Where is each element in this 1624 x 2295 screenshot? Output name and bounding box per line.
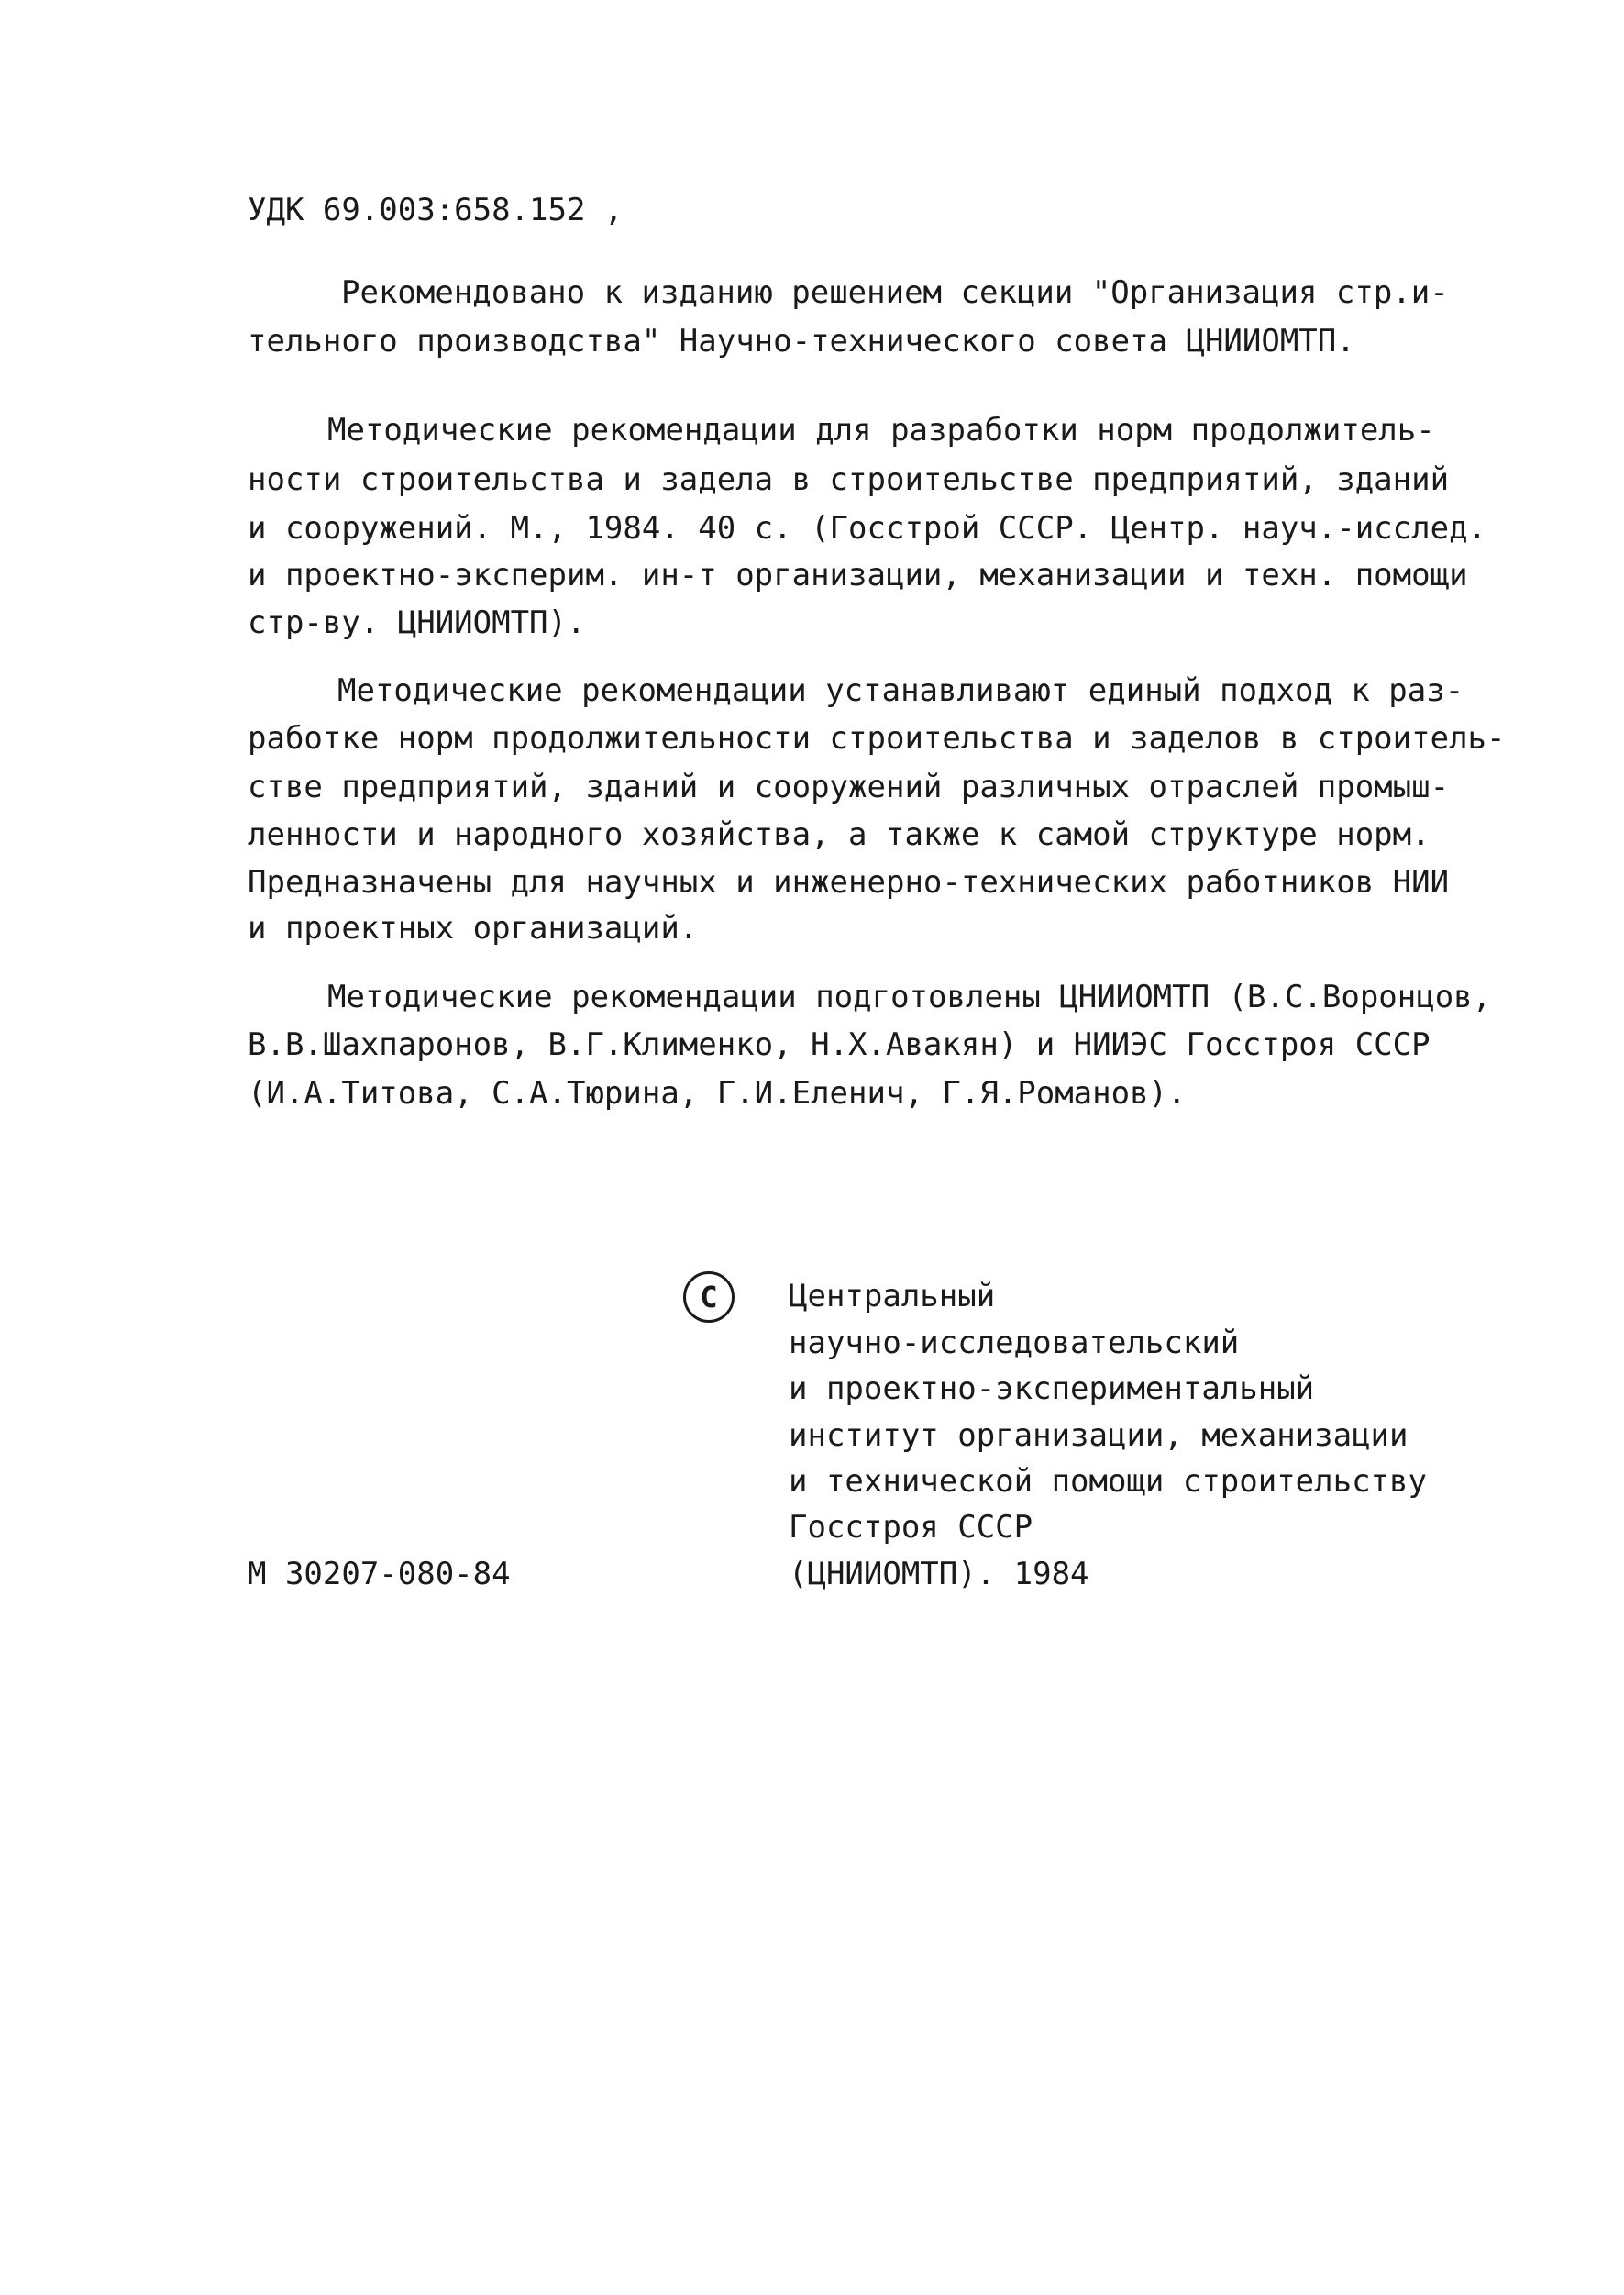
udc-code: УДК 69.003:658.152 , — [248, 192, 624, 228]
abstract-line: Предназначены для научных и инженерно-технических работников НИИ — [248, 864, 1450, 901]
publisher-line: институт организации, механизации — [789, 1417, 1409, 1454]
publisher-line: научно-исследовательский — [789, 1325, 1240, 1361]
abstract-line: и проектных организаций. — [248, 910, 699, 947]
publisher-line: и проектно-экспериментальный — [789, 1370, 1315, 1407]
bibliography-line: и проектно-эксперим. ин-т организации, механизации и техн. помощи — [248, 557, 1468, 593]
catalog-code: М 30207-080-84 — [248, 1556, 511, 1592]
copyright-icon — [683, 1271, 735, 1323]
publisher-line: Госстроя СССР — [789, 1509, 1033, 1546]
copyright-symbol: С — [700, 1280, 718, 1314]
recommendation-line: тельного производства" Научно-технического совета ЦНИИОМТП. — [248, 323, 1355, 360]
publisher-line: и технической помощи строительству — [789, 1463, 1427, 1500]
abstract-line: ленности и народного хозяйства, а также к самой структуре норм. — [248, 816, 1431, 853]
abstract-line: работке норм продолжительности строительства и заделов в строитель- — [248, 720, 1506, 757]
abstract-line: Методические рекомендации устанавливают единый подход к раз- — [337, 672, 1464, 709]
bibliography-line: стр-ву. ЦНИИОМТП). — [248, 604, 586, 641]
abstract-line: стве предприятий, зданий и сооружений различных отраслей промыш- — [248, 769, 1450, 805]
authors-line: В.В.Шахпаронов, В.Г.Клименко, Н.Х.Авакян) и НИИЭС Госстроя СССР — [248, 1026, 1431, 1063]
publisher-line: Центральный — [789, 1278, 996, 1314]
recommendation-line: Рекомендовано к изданию решением секции "Организация стр.и- — [341, 274, 1449, 311]
bibliography-line: и сооружений. М., 1984. 40 с. (Госстрой СССР. Центр. науч.-исслед. — [248, 510, 1487, 547]
publisher-line: (ЦНИИОМТП). 1984 — [789, 1556, 1089, 1592]
bibliography-line: ности строительства и задела в строительстве предприятий, зданий — [248, 461, 1450, 498]
authors-line: (И.А.Титова, С.А.Тюрина, Г.И.Еленич, Г.Я.Романов). — [248, 1075, 1187, 1112]
bibliography-line: Методические рекомендации для разработки норм продолжитель- — [327, 412, 1435, 449]
authors-line: Методические рекомендации подготовлены ЦНИИОМТП (В.С.Воронцов, — [327, 979, 1492, 1015]
